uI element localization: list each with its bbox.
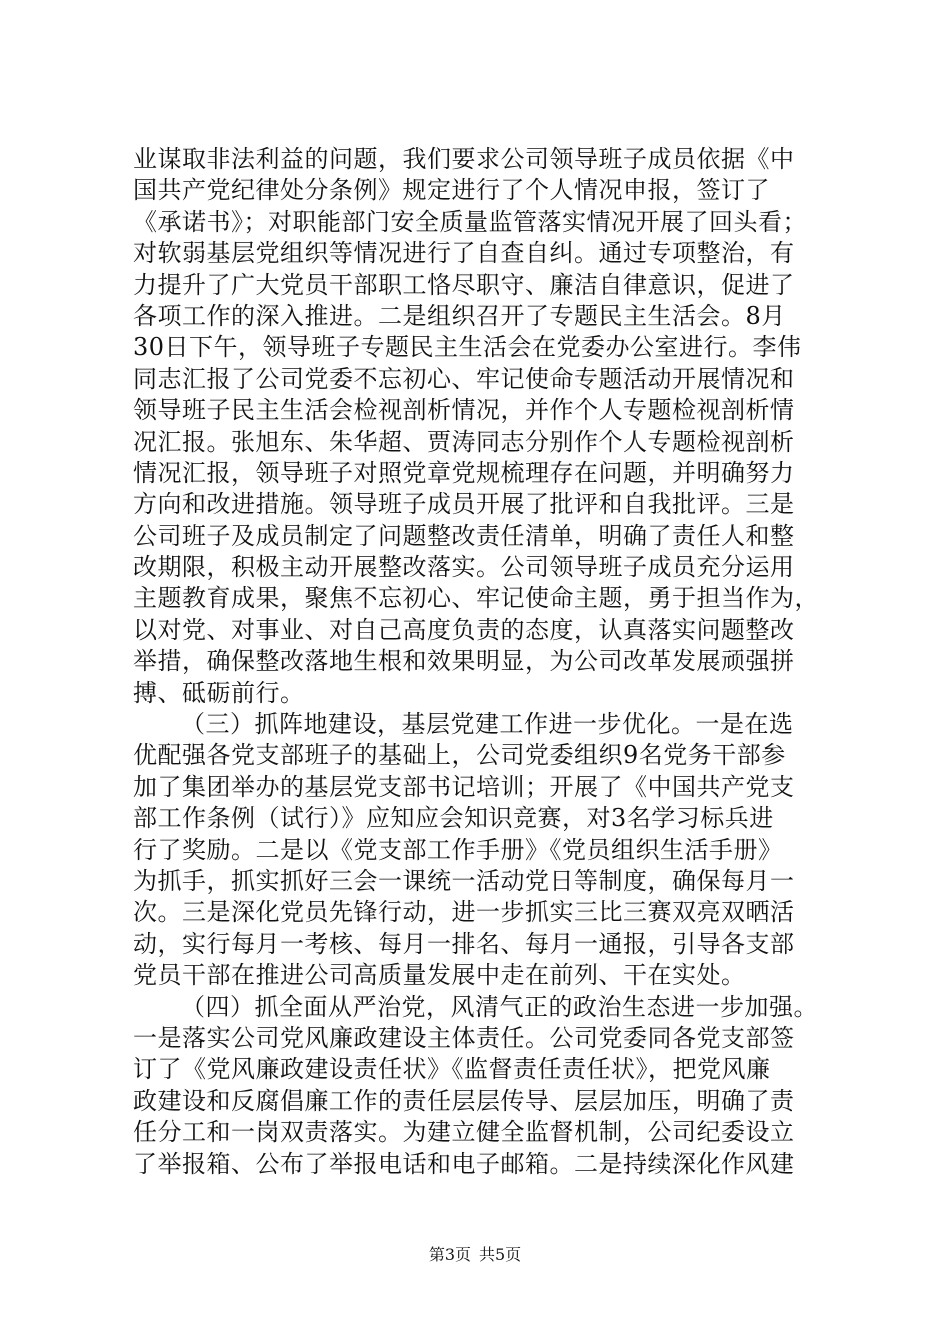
text-line: 次。三是深化党员先锋行动，进一步抓实三比三赛双亮双晒活: [133, 898, 795, 927]
paragraph: [133, 144, 851, 709]
text-line: 力提升了广大党员干部职工恪尽职守、廉洁自律意识，促进了: [133, 270, 795, 299]
text-line: 订了《党风廉政建设责任状》《监督责任责任状》，把党风廉: [133, 1055, 771, 1084]
text-line: 情况汇报，领导班子对照党章党规梳理存在问题，并明确努力: [133, 458, 795, 487]
text-line: 国共产党纪律处分条例》规定进行了个人情况申报，签订了: [133, 176, 770, 205]
text-line: 公司班子及成员制定了问题整改责任清单，明确了责任人和整: [133, 521, 795, 550]
text-line: 举措，确保整改落地生根和效果明显，为公司改革发展顽强拼: [133, 647, 795, 676]
text-line: （四）抓全面从严治党，风清气正的政治生态进一步加强。: [181, 992, 818, 1021]
text-line: 方向和改进措施。领导班子成员开展了批评和自我批评。三是: [133, 490, 795, 519]
text-line: 搏、砥砺前行。: [133, 678, 305, 707]
text-line: 党员干部在推进公司高质量发展中走在前列、干在实处。: [133, 961, 746, 990]
text-line: 同志汇报了公司党委不忘初心、牢记使命专题活动开展情况和: [133, 364, 795, 393]
text-line: 以对党、对事业、对自己高度负责的态度，认真落实问题整改: [133, 615, 795, 644]
text-line: 了举报箱、公布了举报电话和电子邮箱。二是持续深化作风建: [133, 1149, 795, 1178]
text-line: 加了集团举办的基层党支部书记培训；开展了《中国共产党支: [133, 772, 795, 801]
text-line: 对软弱基层党组织等情况进行了自查自纠。通过专项整治，有: [133, 239, 795, 268]
text-line: 政建设和反腐倡廉工作的责任层层传导、层层加压，明确了责: [133, 1086, 795, 1115]
text-line: （三）抓阵地建设，基层党建工作进一步优化。一是在选: [181, 710, 794, 739]
page-total: 共5页: [479, 1245, 522, 1264]
paragraph: [133, 709, 851, 992]
text-line: 为抓手，抓实抓好三会一课统一活动党日等制度，确保每月一: [133, 866, 795, 895]
document-body: [133, 144, 851, 1180]
text-line: 30日下午，领导班子专题民主生活会在党委办公室进行。李伟: [133, 333, 802, 362]
text-line: 《承诺书》；对职能部门安全质量监管落实情况开展了回头看；: [133, 207, 807, 236]
text-line: 业谋取非法利益的问题，我们要求公司领导班子成员依据《中: [133, 145, 795, 173]
text-line: 动，实行每月一考核、每月一排名、每月一通报，引导各支部: [133, 929, 795, 958]
text-line: 改期限，积极主动开展整改落实。公司领导班子成员充分运用: [133, 553, 795, 582]
text-line: 领导班子民主生活会检视剖析情况，并作个人专题检视剖析情: [133, 396, 795, 425]
text-line: 优配强各党支部班子的基础上，公司党委组织9名党务干部参: [133, 741, 786, 770]
page-footer: [0, 1245, 950, 1265]
text-line: 任分工和一岗双责落实。为建立健全监督机制，公司纪委设立: [133, 1118, 795, 1147]
text-line: 行了奖励。二是以《党支部工作手册》《党员组织生活手册》: [133, 835, 783, 864]
text-line: 部工作条例（试行）》应知应会知识竞赛，对3名学习标兵进: [133, 804, 774, 833]
paragraph: [133, 992, 851, 1180]
text-line: 主题教育成果，聚焦不忘初心、牢记使命主题，勇于担当作为，: [133, 584, 819, 613]
text-line: 况汇报。张旭东、朱华超、贾涛同志分别作个人专题检视剖析: [133, 427, 795, 456]
text-line: 各项工作的深入推进。二是组织召开了专题民主生活会。8月: [133, 301, 786, 330]
page-number: 第3页: [428, 1245, 471, 1264]
text-line: 一是落实公司党风廉政建设主体责任。公司党委同各党支部签: [133, 1023, 795, 1052]
